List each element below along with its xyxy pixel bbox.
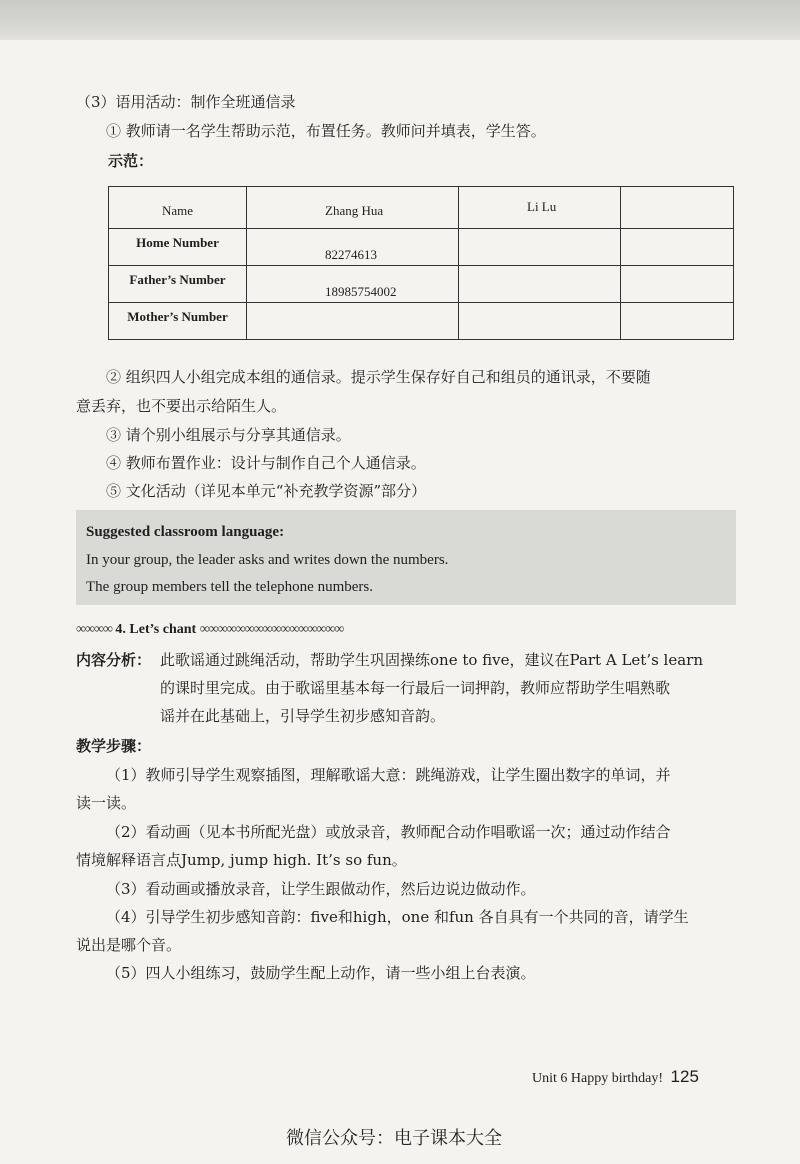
page-footer	[532, 1067, 699, 1087]
table-row	[109, 229, 734, 266]
table-row	[109, 266, 734, 303]
decorative-dashes: ∞∞∞∞∞∞∞∞∞∞∞∞∞∞∞∞	[199, 622, 344, 637]
table-row	[109, 303, 734, 340]
step5: ⑤ 文化活动（详见本单元“补充教学资源”部分）	[106, 482, 427, 500]
analysis-line2: 的课时里完成。由于歌谣里基本每一行最后一词押韵，教师应帮助学生唱熟歌	[160, 679, 671, 697]
analysis-line1: 此歌谣通过跳绳活动，帮助学生巩固操练one to five，建议在Part A Let’s learn	[160, 651, 703, 669]
classroom-language-title: Suggested classroom language:	[86, 524, 285, 540]
table-header-cell: Zhang Hua	[247, 187, 459, 229]
table-cell	[621, 303, 734, 340]
chant-step1-line2: 读一读。	[76, 794, 137, 812]
section3-step1: ① 教师请一名学生帮助示范，布置任务。教师问并填表，学生答。	[106, 122, 546, 140]
classroom-language-line2: The group members tell the telephone numbers.	[86, 579, 373, 595]
section3-heading: （3）语用活动：制作全班通信录	[76, 93, 296, 111]
table-cell	[621, 229, 734, 266]
classroom-language-box	[76, 510, 736, 605]
step3: ③ 请个别小组展示与分享其通信录。	[106, 426, 351, 444]
analysis-label: 内容分析：	[76, 651, 152, 669]
table-cell: 82274613	[247, 229, 459, 266]
table-cell	[247, 303, 459, 340]
chant-title-text: 4. Let’s chant	[115, 622, 197, 637]
table-cell	[459, 266, 621, 303]
step4: ④ 教师布置作业：设计与制作自己个人通信录。	[106, 454, 426, 472]
demo-label: 示范：	[108, 152, 154, 170]
chant-section-title	[76, 622, 343, 638]
table-header-cell	[621, 187, 734, 229]
chant-step2-line2: 情境解释语言点Jump, jump high. It’s so fun。	[76, 851, 407, 869]
chant-step5: （5）四人小组练习，鼓励学生配上动作，请一些小组上台表演。	[106, 964, 536, 982]
table-row-label: Mother’s Number	[109, 303, 247, 340]
chant-step3: （3）看动画或播放录音，让学生跟做动作，然后边说边做动作。	[106, 880, 536, 898]
chant-step2-line1: （2）看动画（见本书所配光盘）或放录音，教师配合动作唱歌谣一次；通过动作结合	[106, 823, 671, 841]
step2-line1: ② 组织四人小组完成本组的通信录。提示学生保存好自己和组员的通讯录，不要随	[106, 368, 651, 386]
step2-line2: 意丢弃，也不要出示给陌生人。	[76, 397, 287, 415]
steps-label: 教学步骤：	[76, 737, 152, 755]
table-cell	[459, 229, 621, 266]
page-number: 125	[670, 1067, 699, 1086]
chant-step4-line1: （4）引导学生初步感知音韵：five和high，one 和fun 各自具有一个共同的音，请学生	[106, 908, 689, 926]
chant-step1-line1: （1）教师引导学生观察插图，理解歌谣大意：跳绳游戏，让学生圈出数字的单词，并	[106, 766, 671, 784]
decorative-dashes: ∞∞∞∞	[76, 622, 112, 637]
contact-table	[108, 186, 734, 340]
table-row-label: Home Number	[109, 229, 247, 266]
table-cell: 18985754002	[247, 266, 459, 303]
classroom-language-line1: In your group, the leader asks and writes down the numbers.	[86, 552, 449, 568]
table-cell	[459, 303, 621, 340]
table-header-cell: Li Lu	[459, 187, 621, 229]
table-row-label: Father’s Number	[109, 266, 247, 303]
wechat-watermark: 微信公众号：电子课本大全	[286, 1128, 502, 1149]
table-cell	[621, 266, 734, 303]
table-header-cell: Name	[109, 187, 247, 229]
table-header-row	[109, 187, 734, 229]
analysis-line3: 谣并在此基础上，引导学生初步感知音韵。	[160, 707, 446, 725]
chant-step4-line2: 说出是哪个音。	[76, 936, 182, 954]
unit-title: Unit 6 Happy birthday!	[532, 1071, 664, 1086]
